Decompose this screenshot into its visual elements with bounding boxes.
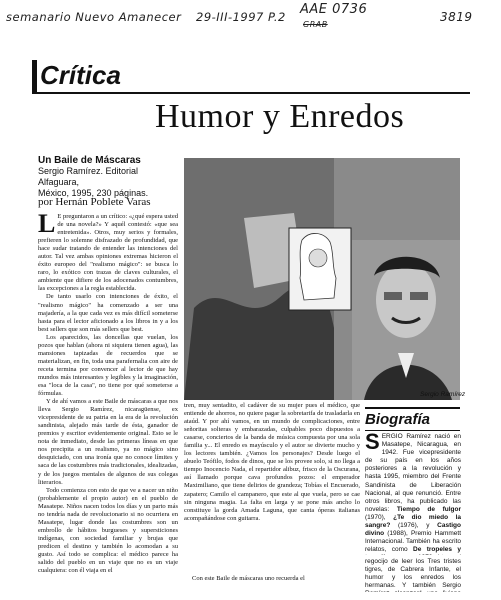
bio-t4: (1988), Premio Hammett Internacional. También ha escrito relatos, como <box>365 530 461 554</box>
photo-caption: Sergio Ramírez <box>420 391 466 398</box>
byline: por Hernán Poblete Varas <box>38 196 151 208</box>
handwritten-sub: GRAB <box>303 20 328 29</box>
section-label: Crítica <box>40 60 121 90</box>
bio-title-rule <box>365 430 460 431</box>
section-rule <box>32 92 470 94</box>
paragraph-1: E preguntaron a un crítico: «¿qué espera usted de una novela?» Y aquél contestó: «que sea entretenida». Otros, muy serios y formales, prefieren lo solemne disfrazado de profundidad, que hace sudar tratando de entender las intenciones del autor. Tal vez ambas opiniones extremas hicieron el éxito europeo del "realismo mágico": se busca lo raro, lo exótico con trazas de claves culturales, el ambiente que difiere de los adocenados contumbres, las excepciones a la regla establecida. <box>38 213 178 293</box>
paragraph-5: Todo comienza con esto de que ve a nacer un niño (probablemente el propio autor) en el pueblo de Masatepe. Niños nacen todos los días y un parto más no tendría nada de revolucionario si no ocurriera en Masatepe, lugar donde las costumbres son un embrollo de hábitos burgueses y supersticiones indígenas, con sociedad familiar y brujas que predicen el destino y también lo acomodan a su gusto. Así todo se complica: el médico parece ha salido del pueblo en un viaje que no es un viaje cualquiera: con él viaja en el <box>38 486 178 575</box>
bio-book-1: Tiempo de fulgor <box>396 505 461 513</box>
bio-book-3: Castigo divino <box>365 522 461 538</box>
bio-dropcap: S <box>365 433 380 454</box>
handwritten-code: 3819 <box>440 10 473 24</box>
book-publisher: Sergio Ramírez. Editorial Alfaguara, <box>38 166 139 187</box>
bio-book-4: De tropeles y <box>413 546 461 554</box>
bio-top-rule <box>365 407 460 409</box>
handwritten-archive: AAE 0736 <box>300 2 368 17</box>
section-bar <box>32 60 37 94</box>
bio-text1: Ramírez nació en Masatepe, Nicaragua, en 1942. Fue vicepresidente de su país en los años posteriores a la revolución y hasta 1995, miembro del Frente Sandinista de Liberación Nacional, al que renunció. Entre otros libros, ha publicado las novelas: <box>365 433 461 513</box>
bio-lead: ERGIO <box>381 433 403 440</box>
paragraph-2: De tanto usarlo con intenciones de éxito, el "realismo mágico" ha comenzado a ser una majadería, a la que cada vez es más difícil someterse hasta para el lector aficionado a los libros in y a los best sellers que son más sellers que best. <box>38 293 178 333</box>
paragraph-7: Con este Baile de máscaras uno recuerda el <box>192 575 305 582</box>
book-info <box>38 155 178 199</box>
paragraph-6: tren, muy sentadito, el cadáver de su mujer pues el médico, que entiende de ahorros, no quiere pagar la sobretarifa de trasladarla en ataúd. Y por ahí vamos, en un mundo de complicaciones, entre señoritas solteras y embarazadas, culpables poco dispuestos a casarse, conciertos de la banda de música compuesta por una sola familia y... El enredo es mayúsculo y el autor se divierte mucho y los lectores también. ¿Vamos los personajes? Desde luego el abuelo Teófilo, fodos de dinos, que se los provee solo, si no llega a tiempo Inocencio Nada, el repartidor alibuz, frisco de la Oscurana, así llamado porque cava profundos pozos: el emperador Maximiliano, que tiene delirios de grandeza; Tobías el Encuerado, zapatero; Camilo el campanero, que este al que vuela, pero se cae sin ninguna magia. La falta en larga y se pone más ancho lo constituye la gorda Amada Laguna, que canta óperas italianas acompañándose con guitarra. <box>184 402 360 522</box>
author-photo <box>184 158 460 400</box>
book-edition: México, 1995, 230 páginas. <box>38 188 149 198</box>
article-column-2-end <box>184 575 360 587</box>
article-column-1 <box>38 213 178 591</box>
paragraph-3: Los aparecidos, las doncellas que vuelan, los pozos que hablan (ahora ni siquiera tienen agua), las mansiones tapizadas de recuerdos que se materializan, en fin, toda una parafernalia con aire de receta termina por convencer al lector de que hay mundos más interesantes y legibles y la imaginación, esa "loca de la casa", no tiene por qué someterse a fórmulas. <box>38 333 178 398</box>
handwritten-source: semanario Nuevo Amanecer <box>6 10 182 24</box>
dropcap: L <box>38 213 56 238</box>
article-column-2 <box>184 402 360 570</box>
book-title: Un Baile de Máscaras <box>38 155 141 166</box>
bio-bottom-text: regocijo de leer los Tres tristes tigres, de Cabrera Infante, el humor y los enredos los hermanas. Y también Sergio <box>365 558 461 590</box>
paragraph-4: Y de ahí vamos a este Baile de máscaras a que nos lleva Sergio Ramírez, nicaragüense, ex vicepresidente de su patria en la era de la revolución sandinista, alejado más tarde de ésta, ganador de premios y escritor evidentemente original. Esto se le nota de inmediato, desde las primeras líneas en que nos precipita a un realismo, ya no mágico sino desquiciado, con una ironía que no conoce límites y saca de las costumbres más tradicionales, idealizadas, y de los juegos mentales de algunos de sus colegas literarios. <box>38 398 178 486</box>
bio-t2: (1970), <box>365 513 386 521</box>
bio-t3: (1976), y <box>397 522 430 530</box>
bio-title: Biografía <box>365 411 431 428</box>
bio-text <box>365 433 461 555</box>
handwritten-date: 29-III-1997 P.2 <box>196 10 286 24</box>
bio-book-2: ¿Te dio miedo la sangre? <box>365 513 461 530</box>
headline: Humor y Enredos <box>155 98 405 135</box>
